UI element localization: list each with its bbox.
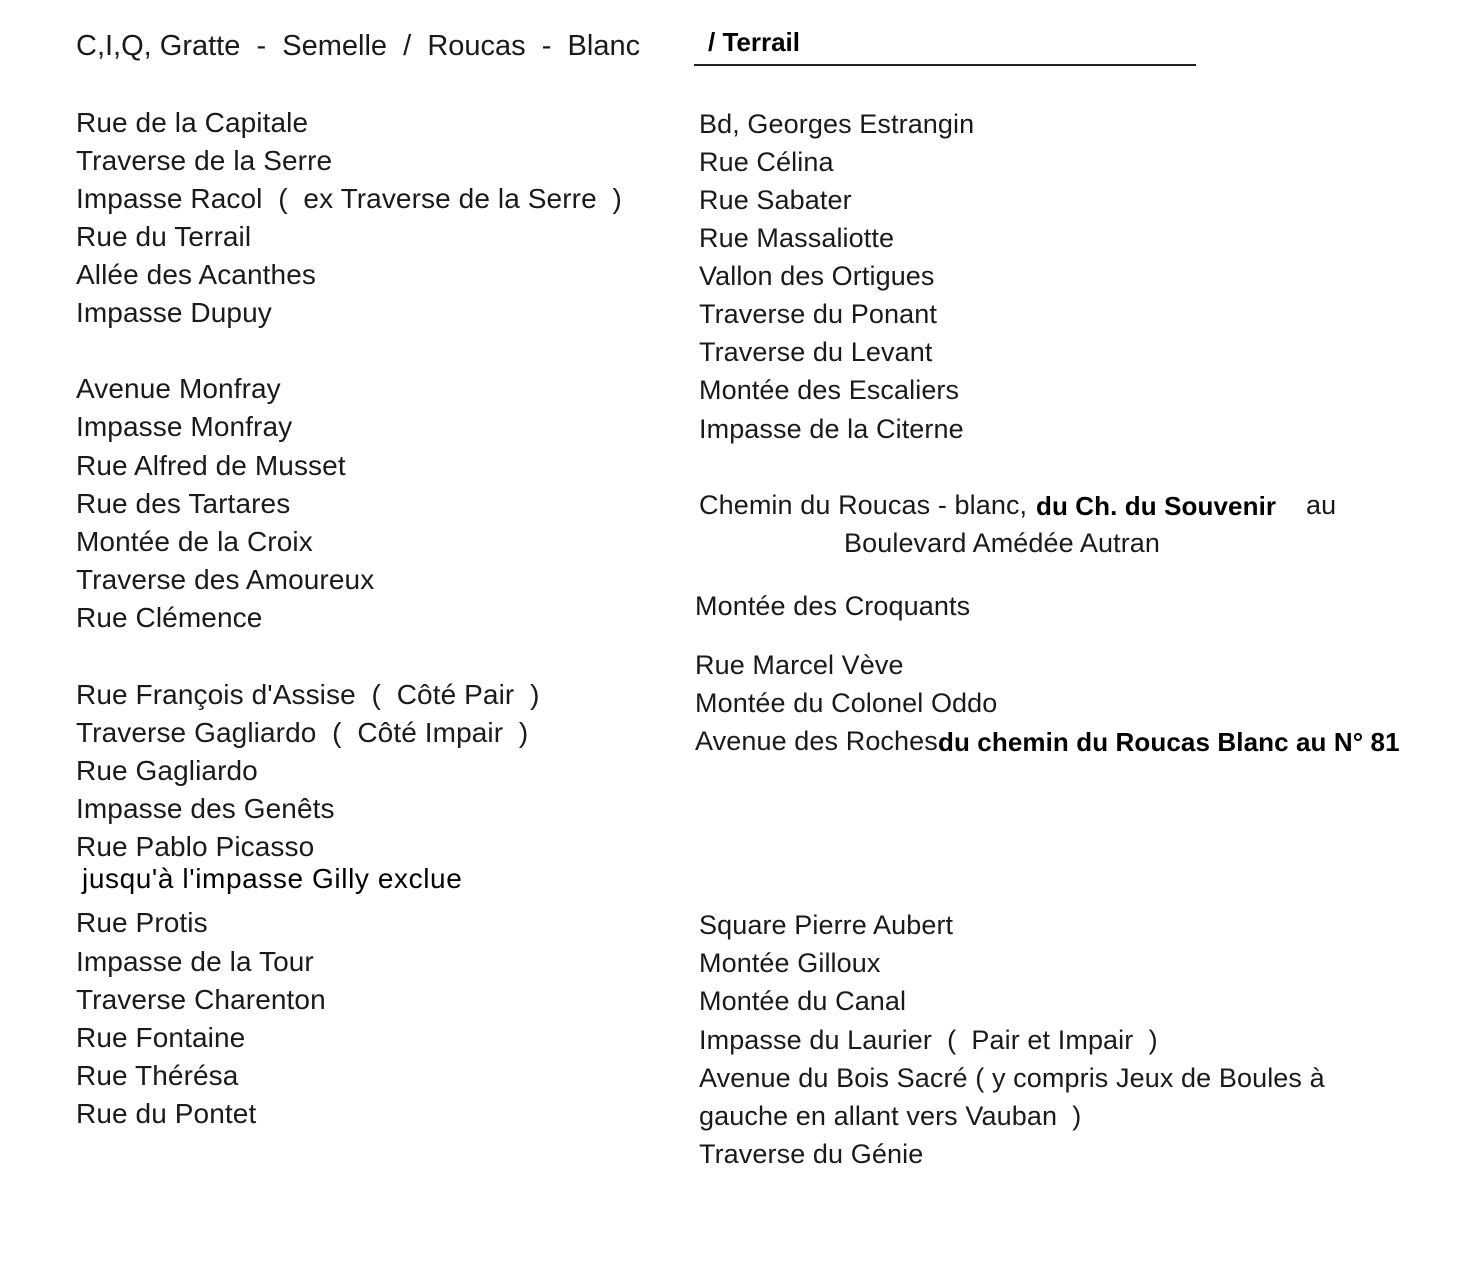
street-note-connector: au [1306,490,1337,520]
street-entry: Rue Célina [699,147,834,177]
street-entry: Rue de la Capitale [76,107,309,138]
street-entry: Allée des Acanthes [76,259,316,290]
document-title: C,I,Q, Gratte - Semelle / Roucas - Blanc [76,30,641,62]
street-entry: Avenue du Bois Sacré ( y compris Jeux de Boules à [699,1063,1325,1093]
street-entry: Rue Protis [76,907,208,938]
street-entry: Avenue des Roches [695,726,938,756]
street-entry: Rue Marcel Vève [695,650,904,680]
street-entry: Traverse du Génie [699,1139,924,1169]
street-entry: Traverse du Levant [699,337,933,367]
street-entry: Rue Sabater [699,185,852,215]
street-entry: Montée Gilloux [699,948,881,978]
street-entry: Square Pierre Aubert [699,910,954,940]
street-entry: Rue du Terrail [76,221,252,252]
street-entry: Rue François d'Assise ( Côté Pair ) [76,679,540,710]
street-entry: Traverse Gagliardo ( Côté Impair ) [76,717,529,748]
street-entry: Impasse Racol ( ex Traverse de la Serre ) [76,183,622,214]
street-entry: Impasse Dupuy [76,297,272,328]
street-entry: Chemin du Roucas - blanc, [699,490,1028,520]
street-entry: Rue du Pontet [76,1098,257,1129]
street-entry: Montée des Escaliers [699,375,960,405]
street-entry: Rue Alfred de Musset [76,450,346,481]
street-entry: Traverse des Amoureux [76,564,375,595]
street-entry: Avenue Monfray [76,373,281,404]
street-entry: Montée des Croquants [695,591,971,621]
street-entry: Vallon des Ortigues [699,261,935,291]
street-entry: Montée du Colonel Oddo [695,688,998,718]
street-entry: Traverse de la Serre [76,145,333,176]
title-handwritten-note: / Terrail [708,27,801,57]
street-entry: Boulevard Amédée Autran [844,528,1161,558]
title-underline [694,64,1196,66]
street-entry: Montée du Canal [699,986,907,1016]
street-entry: Rue Massaliotte [699,223,895,253]
street-entry: Impasse Monfray [76,411,293,442]
street-entry: Bd, Georges Estrangin [699,109,975,139]
street-entry: gauche en allant vers Vauban ) [699,1101,1082,1131]
street-note: du Ch. du Souvenir [1036,491,1277,521]
street-entry: Rue Pablo Picasso [76,831,315,862]
street-entry: Traverse du Ponant [699,299,937,329]
street-entry: Rue Fontaine [76,1022,246,1053]
street-entry: Rue Clémence [76,602,263,633]
street-entry: Traverse Charenton [76,984,326,1015]
street-note: jusqu'à l'impasse Gilly exclue [82,863,463,894]
street-entry: Impasse des Genêts [76,793,335,824]
street-entry: Rue des Tartares [76,488,291,519]
street-note: du chemin du Roucas Blanc au N° 81 [938,727,1400,757]
street-entry: Impasse du Laurier ( Pair et Impair ) [699,1025,1158,1055]
street-entry: Impasse de la Citerne [699,414,964,444]
street-entry: Impasse de la Tour [76,946,314,977]
street-entry: Rue Thérésa [76,1060,239,1091]
street-entry: Rue Gagliardo [76,755,258,786]
street-entry: Montée de la Croix [76,526,313,557]
